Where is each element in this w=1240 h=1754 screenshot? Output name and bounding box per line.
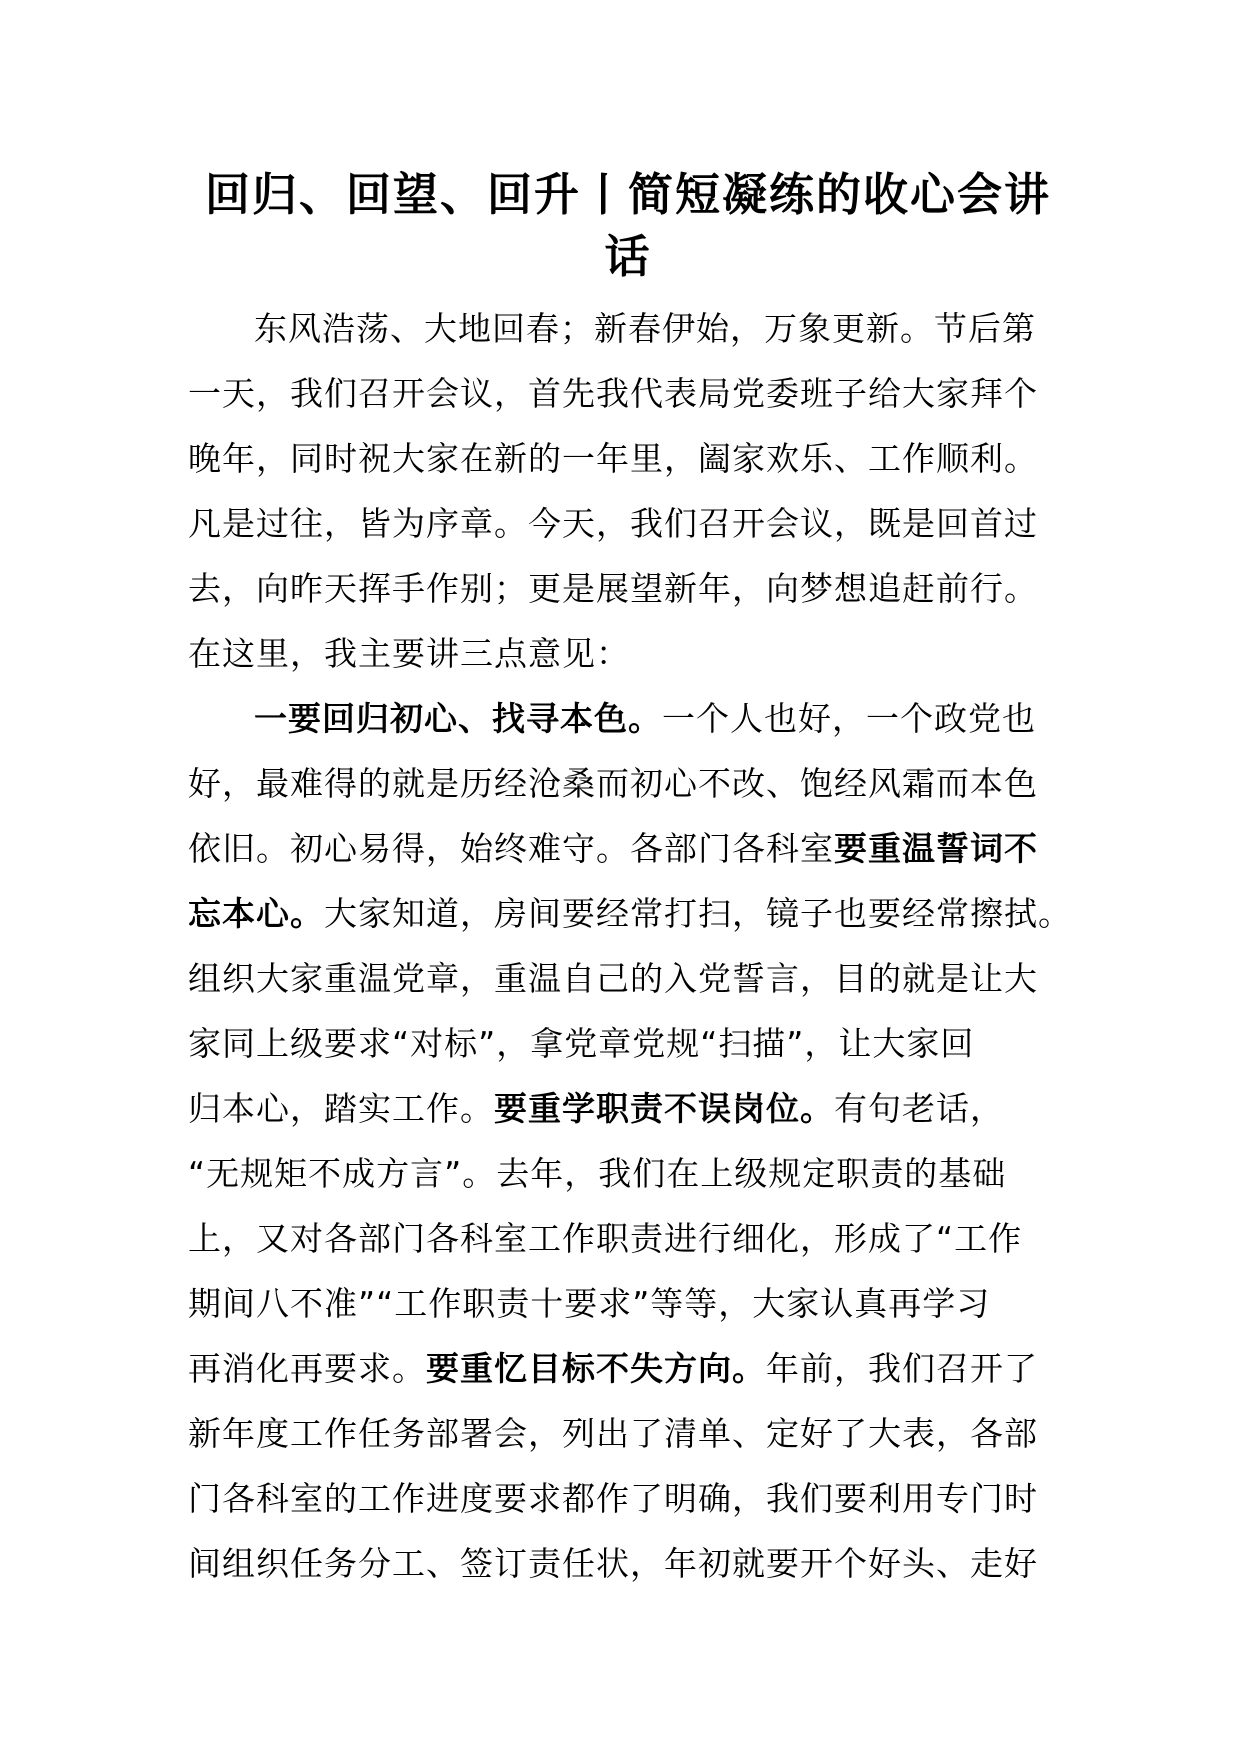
text-line [188, 751, 1060, 816]
text-line [188, 1011, 1060, 1076]
bold-heading-run: 一要回归初心、找寻本色。 [254, 699, 662, 738]
text-line [188, 1531, 1060, 1596]
text-run: 一天，我们召开会议，首先我代表局党委班子给大家拜个 [188, 374, 1038, 413]
bold-run: 忘本心。 [188, 894, 324, 933]
text-line [188, 816, 1060, 881]
text-run: 去，向昨天挥手作别；更是展望新年，向梦想追赶前行。 [188, 569, 1038, 608]
text-line [188, 621, 1060, 686]
text-line [188, 426, 1060, 491]
text-run: 上，又对各部门各科室工作职责进行细化，形成了“工作 [188, 1219, 1023, 1258]
text-run: 新年度工作任务部署会，列出了清单、定好了大表，各部 [188, 1414, 1038, 1453]
text-line [188, 491, 1060, 556]
text-run: 年前，我们召开了 [766, 1349, 1038, 1388]
text-line [188, 1141, 1060, 1206]
text-run: 凡是过往，皆为序章。今天，我们召开会议，既是回首过 [188, 504, 1038, 543]
text-run: 期间八不准”“工作职责十要求”等等，大家认真再学习 [188, 1284, 991, 1323]
text-run: 间组织任务分工、签订责任状，年初就要开个好头、走好 [188, 1544, 1038, 1583]
text-run: 在这里，我主要讲三点意见： [188, 634, 630, 673]
text-run: 门各科室的工作进度要求都作了明确，我们要利用专门时 [188, 1479, 1038, 1518]
text-run: 晚年，同时祝大家在新的一年里，阖家欢乐、工作顺利。 [188, 439, 1038, 478]
text-run: 组织大家重温党章，重温自己的入党誓言，目的就是让大 [188, 959, 1038, 998]
text-run: 依旧。初心易得，始终难守。各部门各科室 [188, 829, 834, 868]
document-body [188, 296, 1072, 1596]
text-run: 好，最难得的就是历经沧桑而初心不改、饱经风霜而本色 [188, 764, 1038, 803]
text-line [188, 946, 1060, 1011]
text-run: 再消化再要求。 [188, 1349, 426, 1388]
text-line [188, 1401, 1060, 1466]
text-line [188, 881, 1072, 946]
text-run: 一个人也好，一个政党也 [662, 699, 1036, 738]
text-run: 归本心，踏实工作。 [188, 1089, 494, 1128]
text-line [188, 361, 1060, 426]
text-run: 有句老话， [834, 1089, 1004, 1128]
text-run: 大家知道，房间要经常打扫，镜子也要经常擦拭。 [324, 894, 1072, 933]
text-line [188, 1466, 1060, 1531]
text-line [188, 686, 1060, 751]
text-run: 家同上级要求“对标”，拿党章党规“扫描”，让大家回 [188, 1024, 975, 1063]
document-title: 回归、回望、回升丨简短凝练的收心会讲话 [204, 168, 1051, 283]
text-line [188, 296, 1060, 361]
bold-run: 要重忆目标不失方向。 [426, 1349, 766, 1388]
text-line [188, 1206, 1060, 1271]
text-line [188, 556, 1060, 621]
bold-run: 要重温誓词不 [834, 829, 1038, 868]
bold-run: 要重学职责不误岗位。 [494, 1089, 834, 1128]
text-line [188, 1271, 1060, 1336]
text-line [188, 1076, 1060, 1141]
text-line [188, 1336, 1060, 1401]
text-run: 东风浩荡、大地回春；新春伊始，万象更新。节后第 [254, 309, 1036, 348]
text-run: “无规矩不成方言”。去年，我们在上级规定职责的基础 [188, 1154, 1007, 1193]
